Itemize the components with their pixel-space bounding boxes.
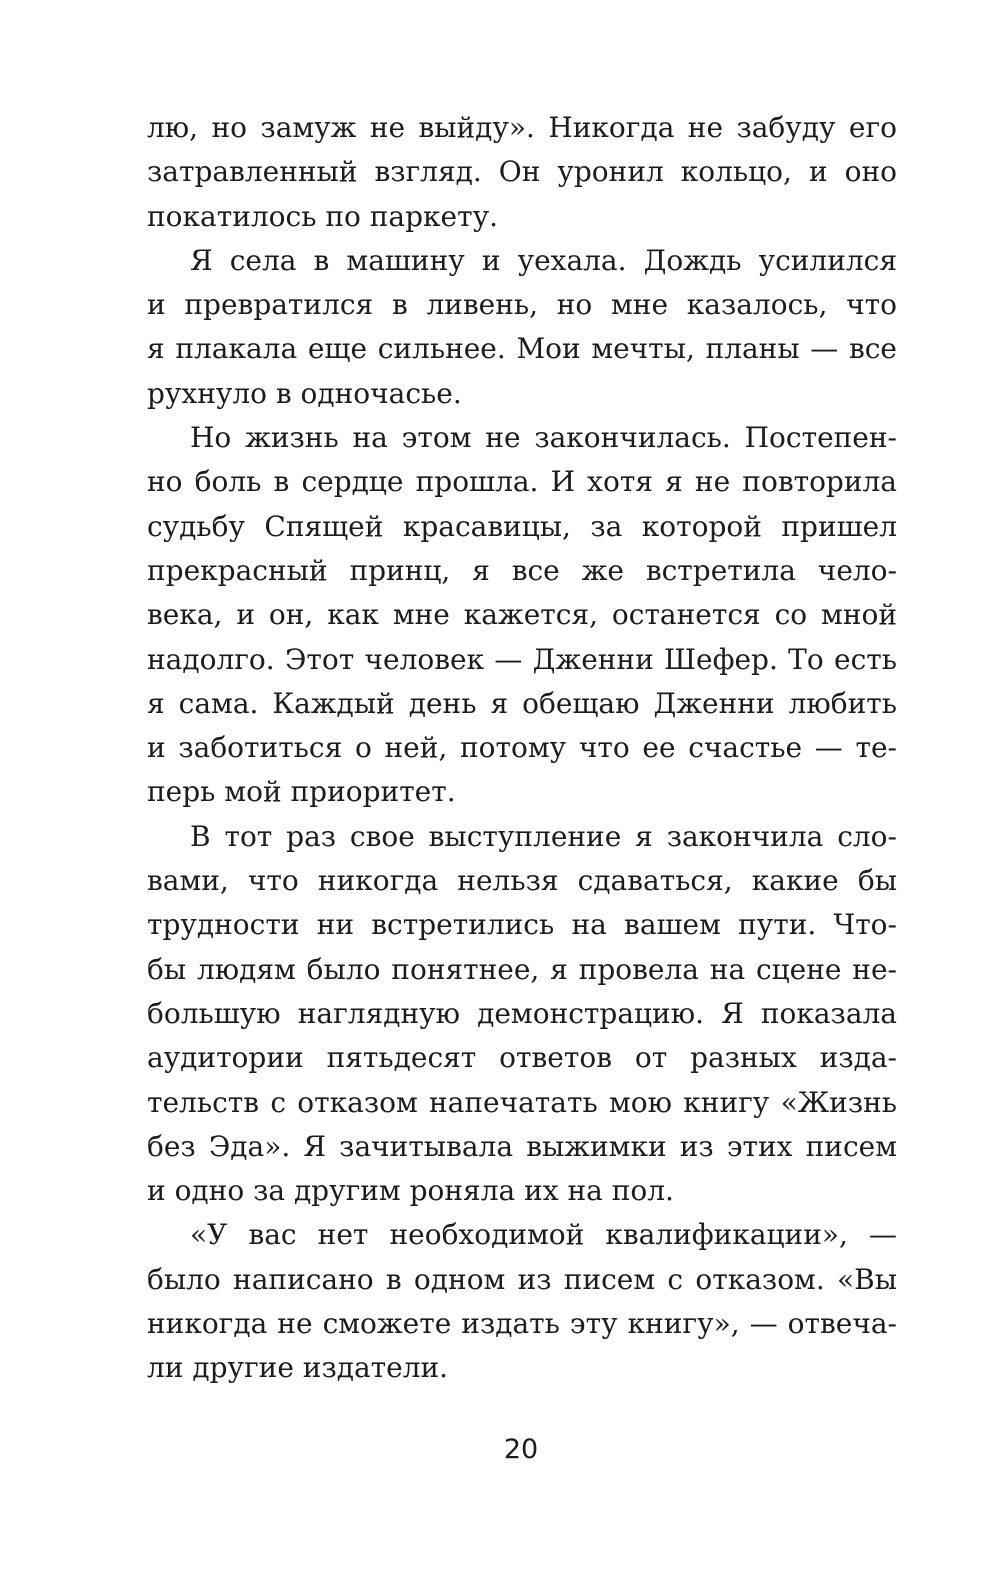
page-number: 20 (503, 1434, 539, 1465)
text-line: тельств с отказом напечатать мою книгу «Жизнь (147, 1085, 897, 1119)
text-line: и превратился в ливень, но мне казалось, что (147, 288, 897, 322)
text-line: рухнуло в одночасье. (147, 376, 462, 410)
text-line: вами, что никогда нельзя сдаваться, какие бы (147, 864, 897, 898)
text-line: перь мой приоритет. (147, 775, 456, 809)
text-line: я сама. Каждый день я обещаю Дженни любить (147, 686, 897, 720)
text-line: я плакала еще сильнее. Мои мечты, планы — все (147, 332, 897, 366)
text-line: без Эда». Я зачитывала выжимки из этих писем (147, 1129, 897, 1163)
text-line: никогда не сможете издать эту книгу», — отвеча- (147, 1307, 897, 1341)
text-line: В тот раз свое выступление я закончила сло- (190, 819, 897, 853)
text-line: и заботиться о ней, потому что ее счастье — те- (147, 731, 897, 765)
text-line: аудитории пятьдесят ответов от разных изда- (147, 1041, 897, 1075)
text-line: «У вас нет необходимой квалификации», — (190, 1218, 897, 1252)
body-text (147, 106, 897, 1391)
text-line: Но жизнь на этом не закончилась. Постепен- (190, 421, 897, 455)
text-line: и одно за другим роняла их на пол. (147, 1174, 674, 1208)
text-line: судьбу Спящей красавицы, за которой пришел (147, 509, 897, 543)
text-line: затравленный взгляд. Он уронил кольцо, и оно (147, 155, 897, 189)
text-line: ли другие издатели. (147, 1351, 449, 1385)
text-line: было написано в одном из писем с отказом. «Вы (147, 1262, 897, 1296)
text-line: но боль в сердце прошла. И хотя я не повторила (147, 465, 897, 499)
text-line: века, и он, как мне кажется, останется со мной (147, 598, 897, 632)
text-line: трудности ни встретились на вашем пути. Что- (147, 908, 897, 942)
text-line: надолго. Этот человек — Дженни Шефер. То есть (147, 642, 897, 676)
text-line: бы людям было понятнее, я провела на сцене не- (147, 952, 897, 986)
text-line: покатилось по паркету. (147, 199, 498, 233)
text-line: лю, но замуж не выйду». Никогда не забуду его (147, 111, 897, 144)
text-line: прекрасный принц, я все же встретила чело- (147, 553, 897, 587)
text-line: большую наглядную демонстрацию. Я показала (147, 996, 897, 1030)
text-line: Я села в машину и уехала. Дождь усилился (190, 243, 897, 277)
